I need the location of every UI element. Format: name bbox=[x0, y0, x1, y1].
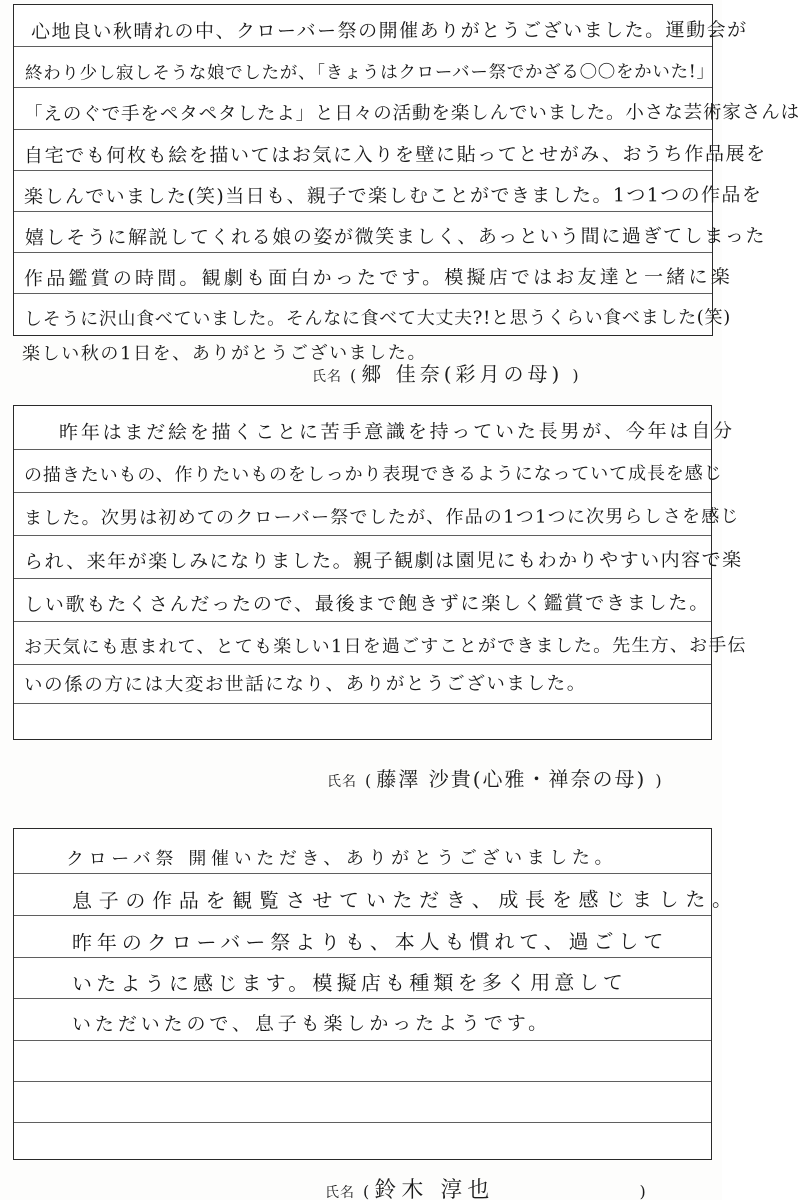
handwritten-line: 終わり少し寂しそうな娘でしたが、「きょうはクローバー祭でかざる〇〇をかいた!」 bbox=[24, 62, 715, 84]
ruled-line bbox=[14, 957, 711, 958]
ruled-line bbox=[14, 211, 712, 212]
feedback-box-2 bbox=[13, 405, 747, 740]
handwritten-line: 楽しんでいました(笑)当日も、親子で楽しむことができました。1つ1つの作品を bbox=[23, 184, 763, 208]
ruled-line bbox=[14, 293, 712, 294]
handwritten-line: 息子の作品を観覧させていただき、成長を感じました。 bbox=[71, 887, 739, 913]
feedback-box-1 bbox=[13, 4, 800, 336]
signature-open-paren: ( bbox=[363, 1182, 370, 1201]
signature-name: 藤澤 沙貴(心雅・禅奈の母) bbox=[376, 767, 647, 791]
handwritten-line: 自宅でも何枚も絵を描いてはお気に入りを壁に貼ってとせがみ、おうち作品展を bbox=[23, 143, 767, 167]
signature-open-paren: ( bbox=[365, 771, 372, 790]
handwritten-line: 「えのぐで手をペタペタしたよ」と日々の活動を楽しんでいました。小さな芸術家さんは bbox=[23, 101, 800, 126]
feedback-box-3 bbox=[13, 828, 739, 1160]
signature-label: 氏名 bbox=[327, 774, 357, 790]
ruled-line bbox=[14, 46, 712, 47]
signature-close-paren: ) bbox=[655, 771, 662, 790]
handwritten-line: クローバ祭 開催いただき、ありがとうございました。 bbox=[65, 847, 618, 870]
handwritten-line: お天気にも恵まれて、とても楽しい1日を過ごすことができました。先生方、お手伝 bbox=[23, 635, 747, 658]
handwritten-line: いただいたので、息子も楽しかったようです。 bbox=[71, 1012, 552, 1036]
signature-label: 氏名 bbox=[312, 369, 342, 385]
handwritten-line: 嬉しそうに解説してくれる娘の姿が微笑ましく、あっという間に過ぎてしまった bbox=[24, 225, 767, 249]
handwritten-line: 作品鑑賞の時間。観劇も面白かったです。模擬店ではお友達と一緒に楽 bbox=[23, 266, 733, 290]
handwritten-line: いの係の方には大変お世話になり、ありがとうございました。 bbox=[23, 673, 587, 696]
ruled-line bbox=[14, 1081, 711, 1082]
ruled-line bbox=[14, 449, 711, 450]
signature-row bbox=[327, 763, 662, 792]
handwritten-line: られ、来年が楽しみになりました。親子観劇は園児にもわかりやすい内容で楽 bbox=[23, 549, 743, 573]
signature-name: 鈴木 淳也 bbox=[374, 1178, 495, 1203]
ruled-line bbox=[14, 535, 711, 536]
handwritten-line: 昨年はまだ絵を描くことに苦手意識を持っていた長男が、今年は自分 bbox=[58, 420, 735, 444]
ruled-line bbox=[14, 621, 711, 622]
ruled-line bbox=[14, 1040, 711, 1041]
ruled-line bbox=[14, 998, 711, 999]
signature-name: 郷 佳奈(彩月の母) bbox=[361, 362, 564, 386]
ruled-line bbox=[14, 578, 711, 579]
handwritten-closing-line: 楽しい秋の1日を、ありがとうございました。 bbox=[21, 342, 428, 365]
handwritten-line: しい歌もたくさんだったので、最後まで飽きずに楽しく鑑賞できました。 bbox=[23, 592, 711, 616]
ruled-line bbox=[14, 170, 712, 171]
ruled-line bbox=[14, 664, 711, 665]
ruled-line bbox=[14, 873, 711, 874]
ruled-line bbox=[14, 129, 712, 130]
handwritten-line: の描きたいもの、作りたいものをしっかり表現できるようになっていて成長を感じ bbox=[23, 463, 723, 486]
handwritten-line: いたように感じます。模擬店も種類を多く用意して bbox=[71, 970, 628, 996]
handwritten-line: 昨年のクローバー祭よりも、本人も慣れて、過ごして bbox=[71, 929, 669, 955]
ruled-line bbox=[14, 492, 711, 493]
signature-row bbox=[312, 358, 579, 387]
ruled-line bbox=[14, 252, 712, 253]
signature-open-paren: ( bbox=[350, 366, 357, 385]
ruled-line bbox=[14, 915, 711, 916]
handwritten-line: 心地良い秋晴れの中、クローバー祭の開催ありがとうございました。運動会が bbox=[30, 19, 748, 43]
handwritten-line: しそうに沢山食べていました。そんなに食べて大丈夫?!と思うくらい食べました(笑) bbox=[23, 307, 731, 330]
handwritten-line: ました。次男は初めてのクローバー祭でしたが、作品の1つ1つに次男らしさを感じ bbox=[23, 506, 740, 529]
ruled-line bbox=[14, 703, 711, 704]
signature-label: 氏名 bbox=[325, 1185, 355, 1201]
signature-row bbox=[325, 1173, 646, 1204]
signature-close-paren: ) bbox=[572, 366, 579, 385]
ruled-line bbox=[14, 1122, 711, 1123]
signature-close-paren: ) bbox=[639, 1182, 646, 1201]
ruled-line bbox=[14, 87, 712, 88]
